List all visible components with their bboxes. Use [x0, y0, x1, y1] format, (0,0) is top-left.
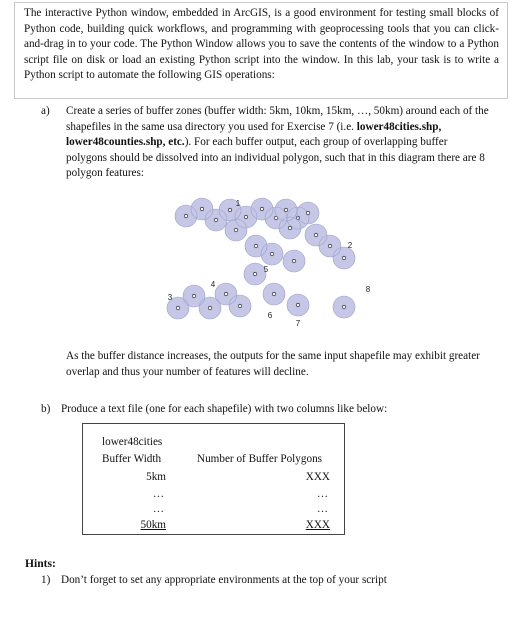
col-header-buffer-width: Buffer Width: [102, 453, 162, 465]
point-feature: [260, 207, 263, 210]
point-feature: [306, 211, 309, 214]
point-feature: [176, 306, 179, 309]
sample-output-file: [82, 423, 345, 535]
point-feature: [234, 228, 237, 231]
task-b-text: Produce a text file (one for each shapefile) with two columns like below:: [61, 403, 388, 415]
point-feature: [244, 215, 247, 218]
task-b-marker: b): [41, 403, 51, 415]
point-feature: [254, 244, 257, 247]
point-feature: [272, 292, 275, 295]
polygon-label-3: 3: [167, 293, 173, 302]
point-feature: [200, 207, 203, 210]
hint-text: Don’t forget to set any appropriate environments at the top of your script: [61, 574, 387, 586]
sample-file-name: lower48cities: [102, 436, 163, 448]
first-row-width: 5km: [146, 471, 166, 483]
point-feature: [184, 214, 187, 217]
task-a-text-1: Create a series of buffer zones (buffer width: 5km, 10km, 15km, …, 50km) around each of the shapefiles in the same usa directory you used for Exercise 7 (i.e.: [66, 105, 489, 133]
hint-marker: 1): [41, 574, 51, 586]
point-feature: [342, 256, 345, 259]
polygon-label-6: 6: [267, 311, 273, 320]
polygon-label-8: 8: [365, 285, 370, 294]
task-a-marker: a): [41, 105, 50, 117]
intro-paragraph: The interactive Python window, embedded in ArcGIS, is a good environment for testing small blocks of Python code, building quick workflows, and programming with geoprocessing tools that you can click-and-drag in to your code. The Python Window allows you to save the contents of the window to a Python script file on disk or load an existing Python script into the window. In this lab, your task is to write a Python script to automate the following GIS operations:: [24, 7, 499, 82]
point-feature: [314, 233, 317, 236]
point-feature: [328, 244, 331, 247]
polygon-label-4: 4: [210, 280, 216, 289]
point-feature: [208, 306, 211, 309]
hints-heading: Hints:: [25, 557, 56, 570]
intro-box: [14, 2, 508, 99]
overlap-note: As the buffer distance increases, the outputs for the same input shapefile may exhibit greater overlap and thus your number of features will decline.: [66, 350, 480, 378]
first-row-count: XXX: [305, 471, 330, 483]
polygon-label-1: 1: [235, 199, 241, 208]
col-header-polygon-count: Number of Buffer Polygons: [197, 453, 323, 465]
point-feature: [288, 226, 291, 229]
polygon-label-2: 2: [347, 241, 353, 250]
point-feature: [342, 305, 345, 308]
point-feature: [192, 294, 195, 297]
point-feature: [296, 303, 299, 306]
point-feature: [284, 208, 287, 211]
ellipsis-count-1: …: [316, 488, 328, 500]
task-a-text: [66, 104, 489, 182]
point-feature: [224, 292, 227, 295]
last-row-width: 50km: [140, 519, 166, 531]
task-a-text-2: ). For each buffer output, each group of overlapping buffer polygons should be dissolved into an individual polygon, such that in this diagram there are 8 polygon features:: [66, 136, 485, 180]
point-feature: [253, 272, 256, 275]
section-divider: [14, 98, 508, 99]
point-feature: [292, 259, 295, 262]
ellipsis-width-1: …: [152, 488, 164, 500]
last-row-count: XXX: [305, 519, 330, 531]
point-feature: [270, 252, 273, 255]
polygon-label-7: 7: [295, 319, 301, 328]
buffer-diagram-svg: [160, 196, 370, 336]
buffer-diagram: [160, 196, 370, 336]
point-feature: [228, 208, 231, 211]
ellipsis-count-2: …: [316, 503, 328, 515]
point-feature: [214, 218, 217, 221]
ellipsis-width-2: …: [152, 503, 164, 515]
polygon-label-5: 5: [263, 265, 269, 274]
task-a-shapefiles: lower48cities.shp, lower48counties.shp, etc.: [66, 120, 442, 149]
point-feature: [238, 304, 241, 307]
